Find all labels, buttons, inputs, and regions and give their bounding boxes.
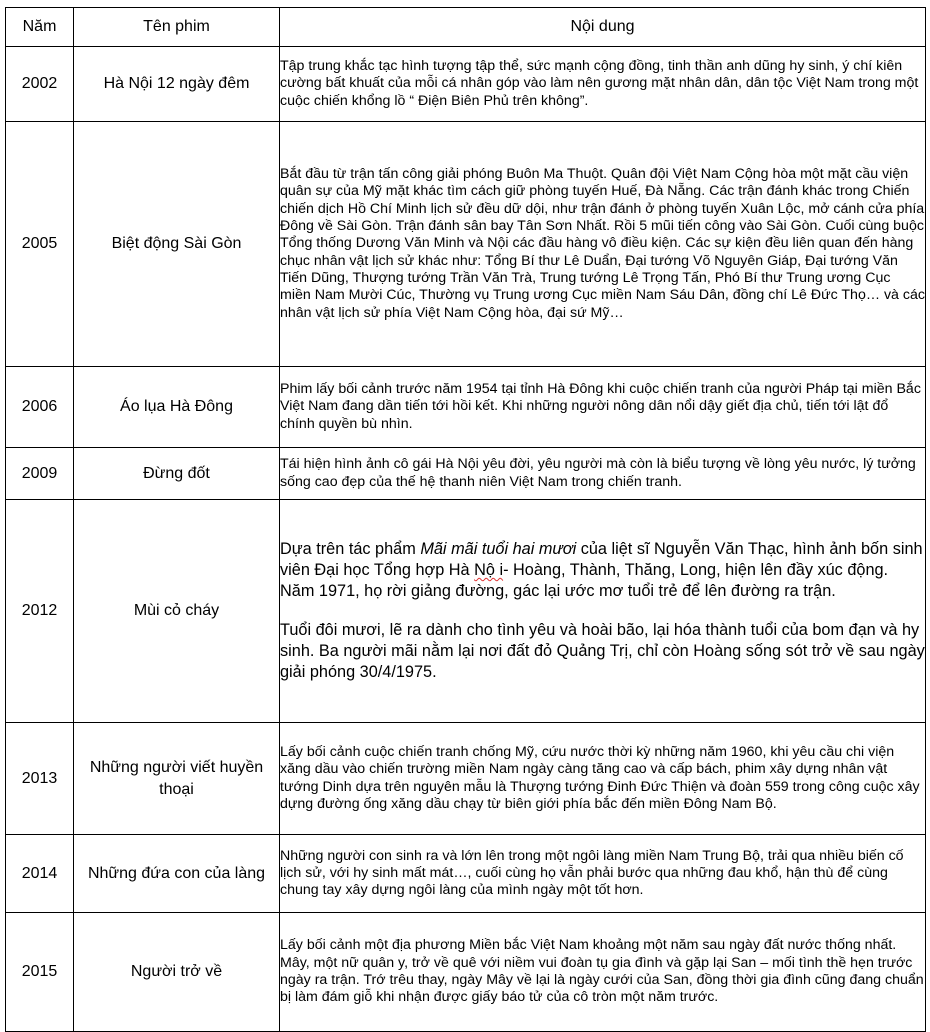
content-paragraph [280, 539, 925, 602]
films-table [5, 7, 926, 1032]
year-cell: 2012 [6, 500, 74, 723]
table-row [6, 723, 926, 835]
content-text: của liệt sĩ Nguyễn Văn Thạc, hình ảnh bốn sinh viên Đại học Tổng hợp Hà [280, 540, 923, 579]
title-cell: Hà Nội 12 ngày đêm [74, 47, 280, 122]
year-cell: 2002 [6, 47, 74, 122]
table-row [6, 448, 926, 500]
table-row [6, 367, 926, 448]
table-row [6, 500, 926, 723]
table-row [6, 913, 926, 1032]
title-cell: Người trở về [74, 913, 280, 1032]
content-text: Dựa trên tác phẩm [280, 540, 421, 558]
title-cell: Mùi cỏ cháy [74, 500, 280, 723]
year-cell: 2006 [6, 367, 74, 448]
content-cell: Bắt đầu từ trận tấn công giải phóng Buôn Ma Thuột. Quân đội Việt Nam Cộng hòa một mặt cầu viện quân sự của Mỹ mặt khác tìm cách giữ phòng tuyến Huế, Đà Nẵng. Các trận đánh khác trong Chiến chiến dịch Hồ Chí Minh lịch sử đều dữ dội, như trận đánh ở phòng tuyến Xuân Lộc, mở cánh cửa phía Đông về Sài Gòn. Trận đánh sân bay Tân Sơn Nhất. Rồi 5 mũi tiến công vào Sài Gòn. Cuối cùng buộc Tổng thống Dương Văn Minh và Nội các đầu hàng vô điều kiện. Các sự kiện đều liên quan đến hàng chục nhân vật lịch sử khác như: Tổng Bí thư Lê Duẩn, Đại tướng Võ Nguyên Giáp, Đại tướng Văn Tiến Dũng, Thượng tướng Trần Văn Trà, Trung tướng Lê Trọng Tấn, Phó Bí thư Trung ương Cục miền Nam Mười Cúc, Thường vụ Trung ương Cục miền Nam Sáu Dân, đồng chí Lê Đức Thọ… và các nhân vật lịch sử phía Việt Nam Cộng hòa, đại sứ Mỹ… [280, 122, 926, 367]
title-cell: Áo lụa Hà Đông [74, 367, 280, 448]
content-text: - Hoàng, Thành, Thăng, Long, hiện lên đầy xúc động. Năm 1971, họ rời giảng đường, gác lại ước mơ tuổi trẻ để lên đường ra trận. [280, 561, 889, 600]
year-cell: 2009 [6, 448, 74, 500]
table-row [6, 122, 926, 367]
title-cell: Biệt động Sài Gòn [74, 122, 280, 367]
year-cell: 2015 [6, 913, 74, 1032]
content-cell: Lấy bối cảnh một địa phương Miền bắc Việt Nam khoảng một năm sau ngày đất nước thống nhất. Mây, một nữ quân y, trở về quê với niềm vui đoàn tụ gia đình và gặp lại San – mối tình thề hẹn trước ngày ra trận. Trớ trêu thay, ngày Mây về lại là ngày cưới của San, đồng thời gia đình cũng đang chuẩn bị làm đám giỗ khi nhận được giấy báo tử của cô tròn một năm trước. [280, 913, 926, 1032]
year-cell: 2005 [6, 122, 74, 367]
header-content: Nội dung [280, 8, 926, 47]
year-cell: 2013 [6, 723, 74, 835]
content-paragraph: Tuổi đôi mươi, lẽ ra dành cho tình yêu và hoài bão, lại hóa thành tuổi của bom đạn và hy sinh. Ba người mãi nằm lại nơi đất đỏ Quảng Trị, chỉ còn Hoàng sống sót trở về sau ngày giải phóng 30/4/1975. [280, 621, 925, 681]
content-cell [280, 500, 926, 723]
content-cell: Phim lấy bối cảnh trước năm 1954 tại tỉnh Hà Đông khi cuộc chiến tranh của người Pháp tại miền Bắc Việt Nam đang dần tiến tới hồi kết. Khi những người nông dân nổi dậy giết địa chủ, tiến tới lật đổ chính quyền bù nhìn. [280, 367, 926, 448]
header-year: Năm [6, 8, 74, 47]
content-cell: Tái hiện hình ảnh cô gái Hà Nội yêu đời, yêu người mà còn là biểu tượng về lòng yêu nước, lý tưởng sống cao đẹp của thế hệ thanh niên Việt Nam trong chiến tranh. [280, 448, 926, 500]
title-cell: Những người viết huyền thoại [74, 723, 280, 835]
table-row [6, 835, 926, 913]
year-cell: 2014 [6, 835, 74, 913]
title-cell: Đừng đốt [74, 448, 280, 500]
title-cell: Những đứa con của làng [74, 835, 280, 913]
table-row [6, 47, 926, 122]
content-cell: Những người con sinh ra và lớn lên trong một ngôi làng miền Nam Trung Bộ, trải qua nhiều biến cố lịch sử, với hy sinh mất mát…, cuối cùng họ vẫn phải bước qua những đau khổ, hận thù để cùng chung tay xây dựng ngôi làng của mình ngày một tốt hơn. [280, 835, 926, 913]
spelling-error-mark: Nộ i [474, 561, 504, 579]
content-cell: Tập trung khắc tạc hình tượng tập thể, sức mạnh cộng đồng, tinh thần anh dũng hy sinh, ý chí kiên cường bất khuất của mỗi cá nhân góp vào làm nên gương mặt nhân dân, dân tộc Việt Nam trong một cuộc chiến khổng lồ “ Điện Biên Phủ trên không”. [280, 47, 926, 122]
book-title: Mãi mãi tuổi hai mươi [420, 540, 577, 558]
header-row [6, 8, 926, 47]
content-cell: Lấy bối cảnh cuộc chiến tranh chống Mỹ, cứu nước thời kỳ những năm 1960, khi yêu cầu chi viện xăng dầu vào chiến trường miền Nam ngày càng tăng cao và cấp bách, phim xây dựng nhân vật tướng Dinh dựa trên nguyên mẫu là Thượng tướng Đinh Đức Thiện và đoàn 559 trong công cuộc xây dựng đường ống xăng dầu chạy từ biên giới phía bắc đến miền Đông Nam Bộ. [280, 723, 926, 835]
header-title: Tên phim [74, 8, 280, 47]
